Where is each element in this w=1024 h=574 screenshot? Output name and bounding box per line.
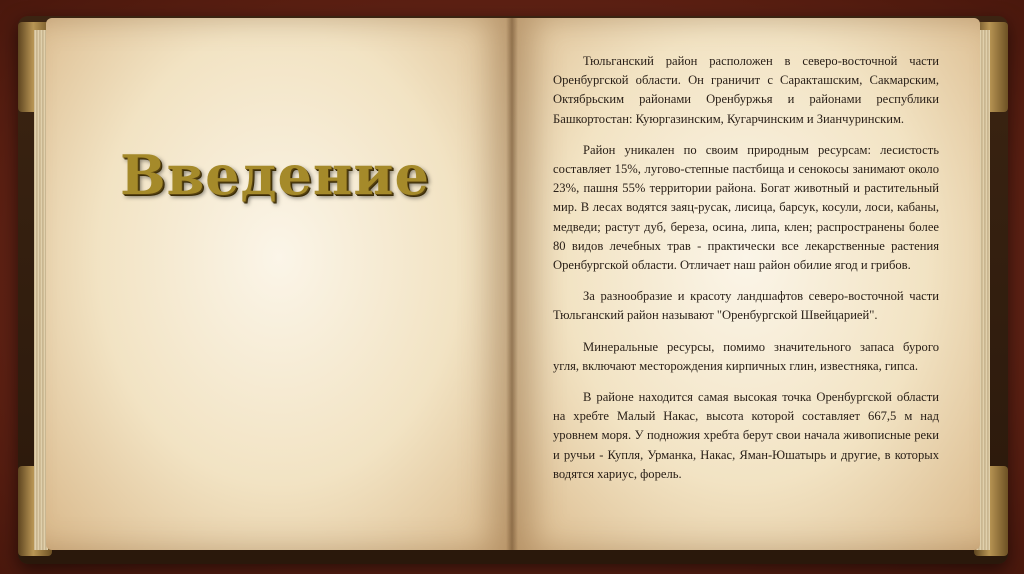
paragraph: Район уникален по своим природным ресурсам: лесистость составляет 15%, лугово-степные пастбища и сенокосы занимают около 23%, пашня 55% территории района. Богат животный и растительный мир. В лесах водятся заяц-русак, лисица, барсук, косули, лоси, кабаны, медведи; растут дуб, береза, осина, липа, клен; распространены более 80 видов лечебных трав - практически все лекарственные растения Оренбургской области. Отличает наш район обилие ягод и грибов. — [553, 142, 939, 273]
paragraph: За разнообразие и красоту ландшафтов северо-восточной части Тюльганский район называют "Оренбургской Швейцарией". — [553, 289, 939, 323]
paragraph: Минеральные ресурсы, помимо значительного запаса бурого угля, включают месторождения кирпичных глин, известняка, гипса. — [553, 339, 939, 373]
left-page — [46, 18, 512, 550]
page-title: Введение — [120, 143, 430, 207]
body-text — [553, 52, 939, 496]
paragraph: Тюльганский район расположен в северо-восточной части Оренбургской области. Он граничит с Саракташским, Сакмарским, Октябрьским районами Оренбуржья и районами республики Башкортостан: Куюргазинским, Кугарчинским и Зианчуринским. — [553, 54, 939, 126]
book-spine — [506, 18, 518, 550]
paragraph: В районе находится самая высокая точка Оренбургской области на хребте Малый Накас, высота которой составляет 667,5 м над уровнем моря. У подножия хребта берут свои начала живописные реки и ручьи - Купля, Урманка, Накас, Яман-Юшатырь и другие, в которых водятся хариус, форель. — [553, 390, 939, 481]
